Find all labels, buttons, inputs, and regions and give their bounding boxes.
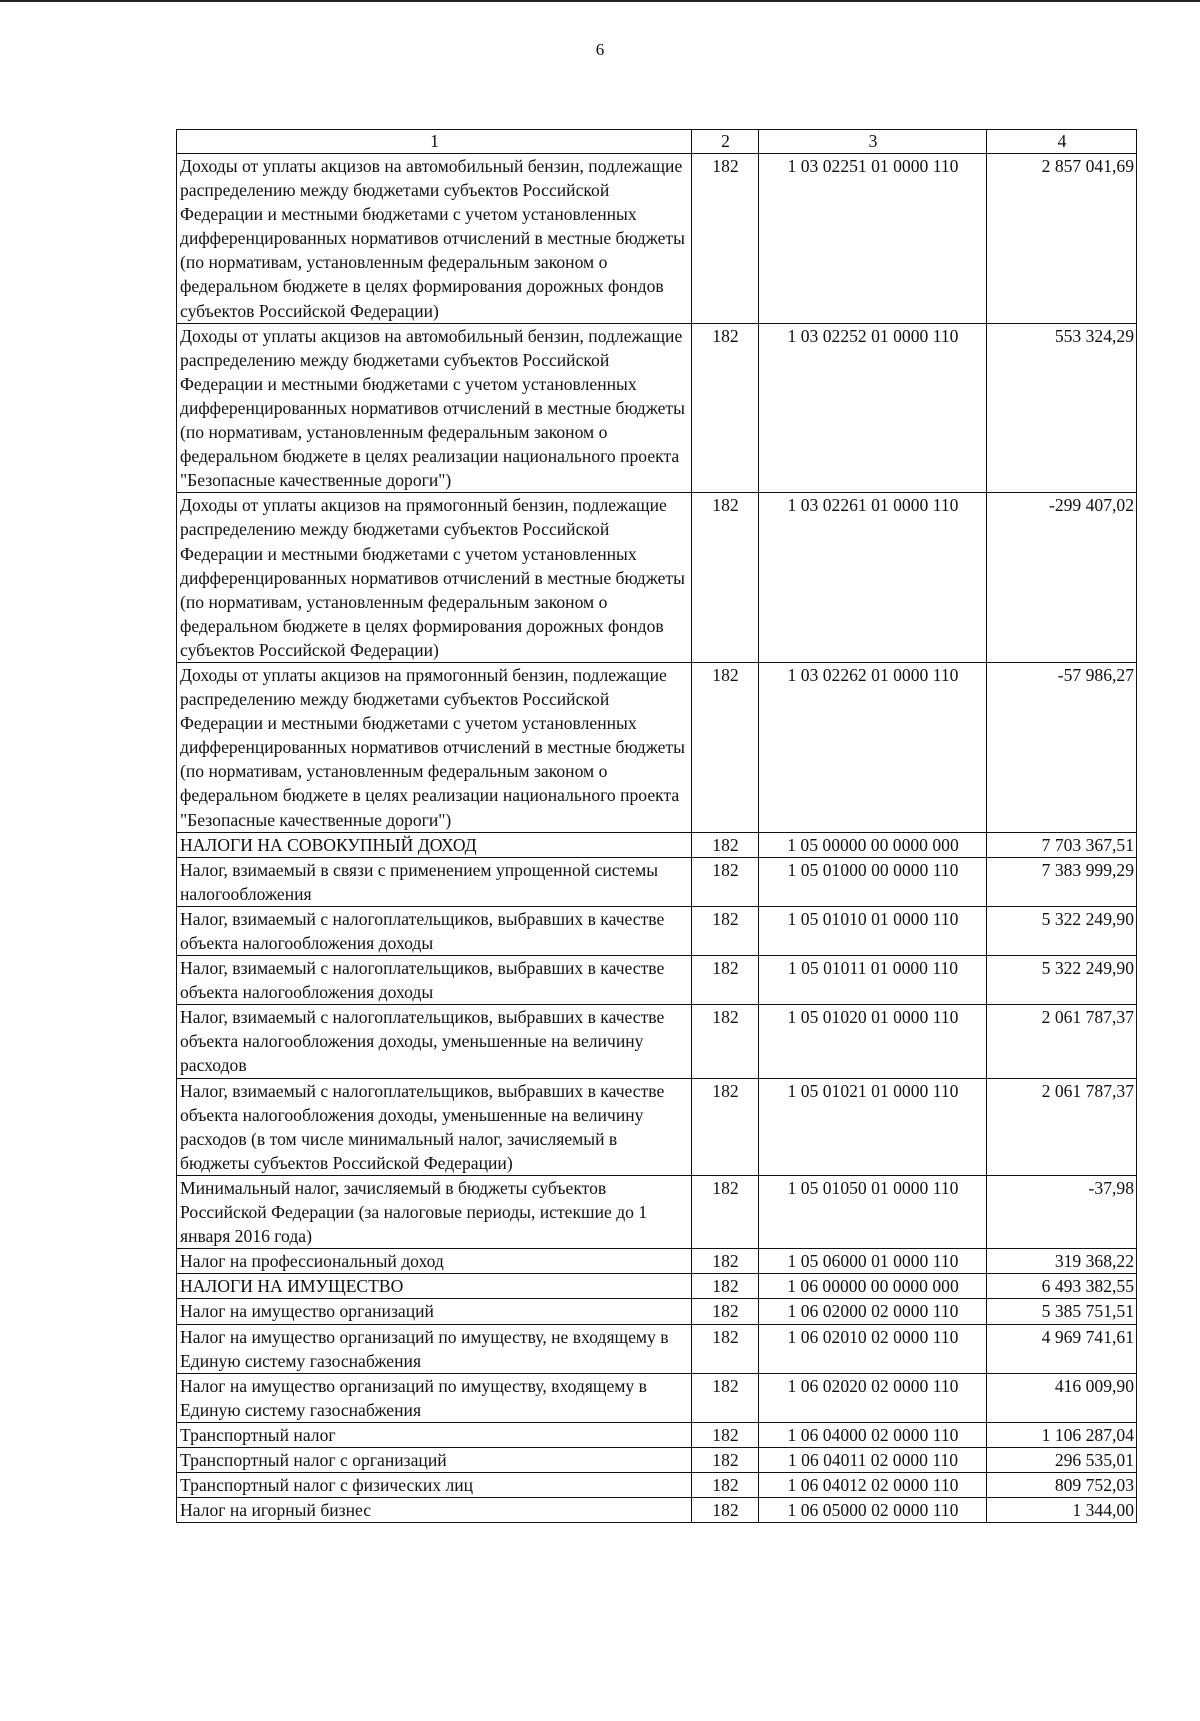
row-budget-code-cell: 1 06 04000 02 0000 110 [759,1422,987,1447]
row-amount-cell: 7 703 367,51 [987,832,1137,857]
row-name-cell: Доходы от уплаты акцизов на автомобильный бензин, подлежащие распределению между бюджетами субъектов Российской Федерации и местными бюджетами с учетом установленных дифференцированных нормативов отчислений в местные бюджеты (по нормативам, установленным федеральным законом о федеральном бюджете в целях формирования дорожных фондов субъектов Российской Федерации) [177,154,692,324]
row-amount-cell: 1 344,00 [987,1498,1137,1523]
row-admin-code-cell: 182 [692,956,759,1005]
row-amount-cell: -37,98 [987,1175,1137,1248]
table-row [177,1498,1137,1523]
row-name-cell: Налог на имущество организаций [177,1299,692,1324]
row-budget-code-cell: 1 05 06000 01 0000 110 [759,1249,987,1274]
row-amount-cell: 5 322 249,90 [987,956,1137,1005]
table-row [177,857,1137,906]
table-row [177,1175,1137,1248]
row-name-cell: Налог на имущество организаций по имуществу, не входящему в Единую систему газоснабжения [177,1324,692,1373]
row-name-cell: Налог, взимаемый с налогоплательщиков, выбравших в качестве объекта налогообложения доходы [177,956,692,1005]
row-name-cell: Налог, взимаемый в связи с применением упрощенной системы налогообложения [177,857,692,906]
row-admin-code-cell: 182 [692,323,759,493]
row-amount-cell: 319 368,22 [987,1249,1137,1274]
page-number: 6 [595,40,605,59]
table-header-row [177,130,1137,154]
row-admin-code-cell: 182 [692,662,759,832]
row-admin-code-cell: 182 [692,493,759,663]
row-admin-code-cell: 182 [692,832,759,857]
table-row [177,1447,1137,1472]
row-amount-cell: 416 009,90 [987,1373,1137,1422]
row-name-cell: НАЛОГИ НА СОВОКУПНЫЙ ДОХОД [177,832,692,857]
table-row [177,1324,1137,1373]
row-amount-cell: 1 106 287,04 [987,1422,1137,1447]
row-name-cell: Минимальный налог, зачисляемый в бюджеты субъектов Российской Федерации (за налоговые периоды, истекшие до 1 января 2016 года) [177,1175,692,1248]
row-admin-code-cell: 182 [692,1274,759,1299]
header-col-2: 2 [692,130,759,154]
row-budget-code-cell: 1 06 05000 02 0000 110 [759,1498,987,1523]
table-row [177,1422,1137,1447]
row-amount-cell: 5 322 249,90 [987,906,1137,955]
row-name-cell: Налог на профессиональный доход [177,1249,692,1274]
row-budget-code-cell: 1 05 01011 01 0000 110 [759,956,987,1005]
row-admin-code-cell: 182 [692,1078,759,1175]
row-admin-code-cell: 182 [692,1299,759,1324]
row-budget-code-cell: 1 06 04011 02 0000 110 [759,1447,987,1472]
row-admin-code-cell: 182 [692,1249,759,1274]
row-budget-code-cell: 1 03 02261 01 0000 110 [759,493,987,663]
row-admin-code-cell: 182 [692,857,759,906]
row-amount-cell: -299 407,02 [987,493,1137,663]
row-amount-cell: 2 061 787,37 [987,1078,1137,1175]
row-budget-code-cell: 1 06 00000 00 0000 000 [759,1274,987,1299]
row-budget-code-cell: 1 05 01020 01 0000 110 [759,1005,987,1078]
row-name-cell: Транспортный налог с организаций [177,1447,692,1472]
table-body [177,154,1137,1523]
row-budget-code-cell: 1 03 02251 01 0000 110 [759,154,987,324]
revenue-table [176,129,1137,1523]
row-amount-cell: 809 752,03 [987,1473,1137,1498]
table-row [177,906,1137,955]
table-row [177,154,1137,324]
row-admin-code-cell: 182 [692,1005,759,1078]
row-name-cell: Налог, взимаемый с налогоплательщиков, выбравших в качестве объекта налогообложения доходы, уменьшенные на величину расходов [177,1005,692,1078]
row-name-cell: Транспортный налог с физических лиц [177,1473,692,1498]
row-admin-code-cell: 182 [692,1473,759,1498]
table-row [177,323,1137,493]
row-name-cell: Доходы от уплаты акцизов на прямогонный бензин, подлежащие распределению между бюджетами субъектов Российской Федерации и местными бюджетами с учетом установленных дифференцированных нормативов отчислений в местные бюджеты (по нормативам, установленным федеральным законом о федеральном бюджете в целях реализации национального проекта "Безопасные качественные дороги") [177,662,692,832]
row-admin-code-cell: 182 [692,1422,759,1447]
table-row [177,1299,1137,1324]
row-name-cell: Налог, взимаемый с налогоплательщиков, выбравших в качестве объекта налогообложения доходы [177,906,692,955]
row-budget-code-cell: 1 03 02262 01 0000 110 [759,662,987,832]
row-amount-cell: 6 493 382,55 [987,1274,1137,1299]
row-amount-cell: 2 061 787,37 [987,1005,1137,1078]
row-budget-code-cell: 1 05 01000 00 0000 110 [759,857,987,906]
row-name-cell: Налог на игорный бизнес [177,1498,692,1523]
row-name-cell: Транспортный налог [177,1422,692,1447]
row-budget-code-cell: 1 05 01021 01 0000 110 [759,1078,987,1175]
row-admin-code-cell: 182 [692,1498,759,1523]
table-row [177,832,1137,857]
table-row [177,493,1137,663]
row-amount-cell: 553 324,29 [987,323,1137,493]
row-name-cell: Доходы от уплаты акцизов на автомобильный бензин, подлежащие распределению между бюджетами субъектов Российской Федерации и местными бюджетами с учетом установленных дифференцированных нормативов отчислений в местные бюджеты (по нормативам, установленным федеральным законом о федеральном бюджете в целях реализации национального проекта "Безопасные качественные дороги") [177,323,692,493]
row-name-cell: Налог на имущество организаций по имуществу, входящему в Единую систему газоснабжения [177,1373,692,1422]
row-admin-code-cell: 182 [692,1373,759,1422]
table-row [177,1249,1137,1274]
table-row [177,956,1137,1005]
row-budget-code-cell: 1 03 02252 01 0000 110 [759,323,987,493]
row-amount-cell: 4 969 741,61 [987,1324,1137,1373]
row-amount-cell: -57 986,27 [987,662,1137,832]
row-budget-code-cell: 1 05 00000 00 0000 000 [759,832,987,857]
row-amount-cell: 296 535,01 [987,1447,1137,1472]
table-row [177,1078,1137,1175]
header-col-4: 4 [987,130,1137,154]
row-admin-code-cell: 182 [692,1175,759,1248]
row-budget-code-cell: 1 05 01010 01 0000 110 [759,906,987,955]
row-budget-code-cell: 1 06 02010 02 0000 110 [759,1324,987,1373]
row-admin-code-cell: 182 [692,154,759,324]
row-amount-cell: 7 383 999,29 [987,857,1137,906]
header-col-1: 1 [177,130,692,154]
row-amount-cell: 5 385 751,51 [987,1299,1137,1324]
row-name-cell: НАЛОГИ НА ИМУЩЕСТВО [177,1274,692,1299]
row-admin-code-cell: 182 [692,1324,759,1373]
table-row [177,662,1137,832]
row-budget-code-cell: 1 05 01050 01 0000 110 [759,1175,987,1248]
row-budget-code-cell: 1 06 04012 02 0000 110 [759,1473,987,1498]
row-name-cell: Налог, взимаемый с налогоплательщиков, выбравших в качестве объекта налогообложения доходы, уменьшенные на величину расходов (в том числе минимальный налог, зачисляемый в бюджеты субъектов Российской Федерации) [177,1078,692,1175]
top-rule [0,0,1200,2]
table-row [177,1274,1137,1299]
table-row [177,1373,1137,1422]
header-col-3: 3 [759,130,987,154]
row-budget-code-cell: 1 06 02020 02 0000 110 [759,1373,987,1422]
table-row [177,1473,1137,1498]
row-budget-code-cell: 1 06 02000 02 0000 110 [759,1299,987,1324]
table-row [177,1005,1137,1078]
row-admin-code-cell: 182 [692,906,759,955]
row-name-cell: Доходы от уплаты акцизов на прямогонный бензин, подлежащие распределению между бюджетами субъектов Российской Федерации и местными бюджетами с учетом установленных дифференцированных нормативов отчислений в местные бюджеты (по нормативам, установленным федеральным законом о федеральном бюджете в целях формирования дорожных фондов субъектов Российской Федерации) [177,493,692,663]
row-admin-code-cell: 182 [692,1447,759,1472]
row-amount-cell: 2 857 041,69 [987,154,1137,324]
